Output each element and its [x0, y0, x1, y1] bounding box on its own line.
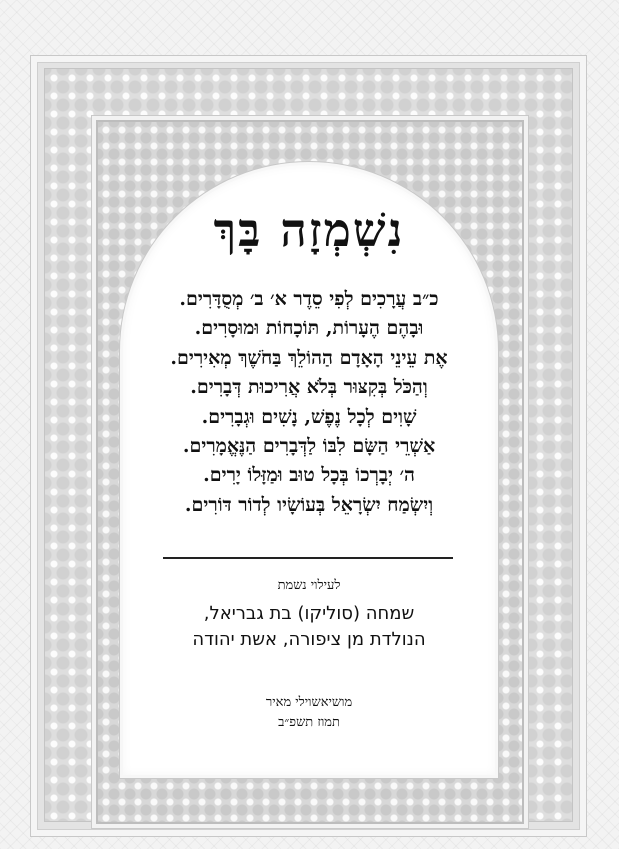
publication-date: תמוז תשפ״ב	[278, 715, 340, 730]
poem-line: וּבָהֶם הֶעָרוֹת, תּוֹכָחוֹת וּמוּסָרִים.	[194, 317, 424, 340]
poem-line: ה׳ יְבָרְכוֹ בְּכָל טוּב וּמַזָּלוֹ יָרִים.	[203, 464, 415, 487]
poem-line: וְיִשְׂמַח יִשְׂרָאֵל בְּעוֹשָׂיו לְדוֹר דּוֹרִים.	[184, 493, 434, 516]
poem	[117, 285, 501, 520]
divider	[163, 557, 453, 559]
memorial-dedication	[123, 577, 495, 653]
content-area	[123, 165, 495, 775]
memorial-birth: הנולדת מן ציפורה, אשת יהודה	[192, 629, 426, 650]
poem-line: אֶת עֵינֵי הָאָדָם הַהוֹלֵךְ בַּחֹשֶׁךְ מְאִירִים.	[170, 346, 448, 369]
poem-line: וְהַכֹּל בְּקִצּוּר בְּלֹא אֲרִיכוּת דְּבָרִים.	[190, 376, 428, 399]
memorial-intro: לעילוי נשמת	[277, 578, 341, 593]
poem-line: שָׁוִים לְכָל נֶפֶשׁ, נָשִׁים וּגְבָרִים.	[201, 405, 417, 428]
poem-line: אַשְׁרֵי הַשָּׂם לִבּוֹ לַדְּבָרִים הַנֶּאֱמָרִים.	[182, 435, 436, 458]
poem-line: כ״ב עֲרָכִים לְפִי סֵדֶר א׳ ב׳ מְסֻדָּרִים.	[179, 288, 439, 310]
credit	[123, 693, 495, 733]
memorial-name: שמחה (סוליקו) בת גבריאל,	[203, 603, 415, 624]
page-title: נִשְׁמְזָה בָּךְ	[213, 203, 405, 257]
author-name: מושיאשוילי מאיר	[265, 695, 353, 710]
